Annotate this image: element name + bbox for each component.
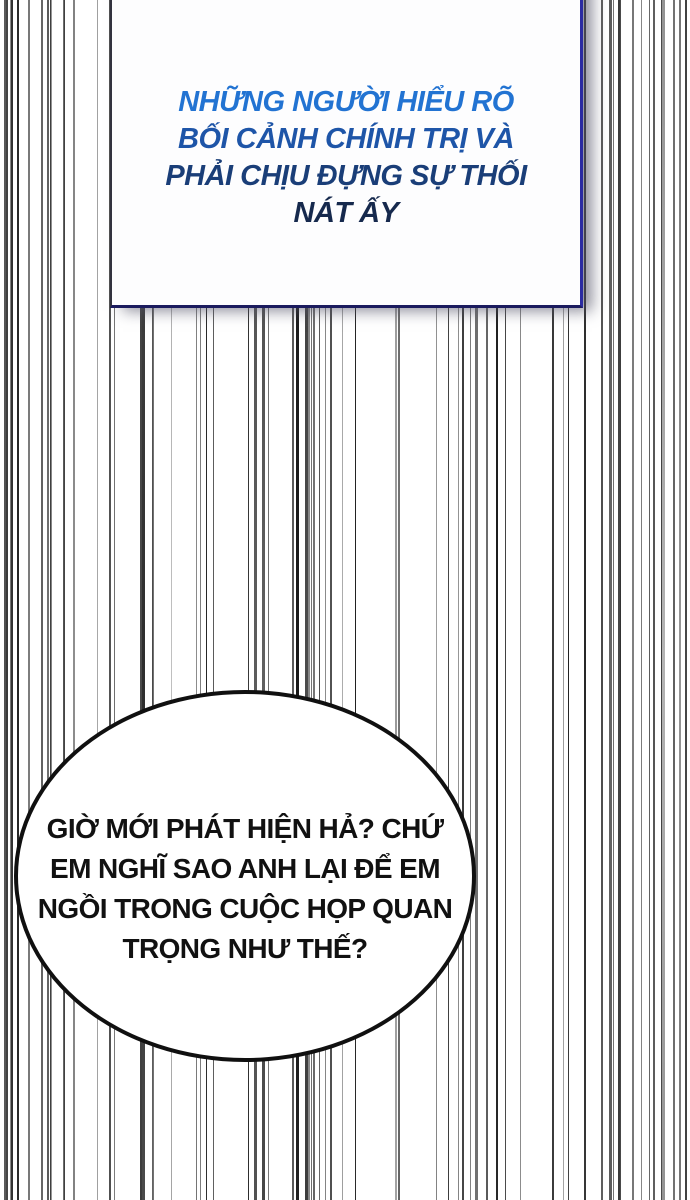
speech-line-2: EM NGHĨ SAO ANH LẠI ĐỂ EM [50, 853, 440, 884]
narration-line-4: NÁT ẤY [293, 197, 399, 229]
narration-line-2: BỐI CẢNH CHÍNH TRỊ VÀ [178, 123, 514, 155]
speech-line-4: TRỌNG NHƯ THẾ? [122, 933, 368, 964]
narration-box [110, 0, 583, 308]
speech-line-1: GIỜ MỚI PHÁT HIỆN HẢ? CHỨ [46, 813, 444, 844]
narration-line-3: PHẢI CHỊU ĐỰNG SỰ THỐI [165, 160, 527, 192]
speech-line-3: NGỒI TRONG CUỘC HỌP QUAN [37, 893, 453, 924]
speech-bubble [14, 690, 476, 1062]
narration-line-1: NHỮNG NGƯỜI HIỂU RÕ [178, 86, 514, 118]
